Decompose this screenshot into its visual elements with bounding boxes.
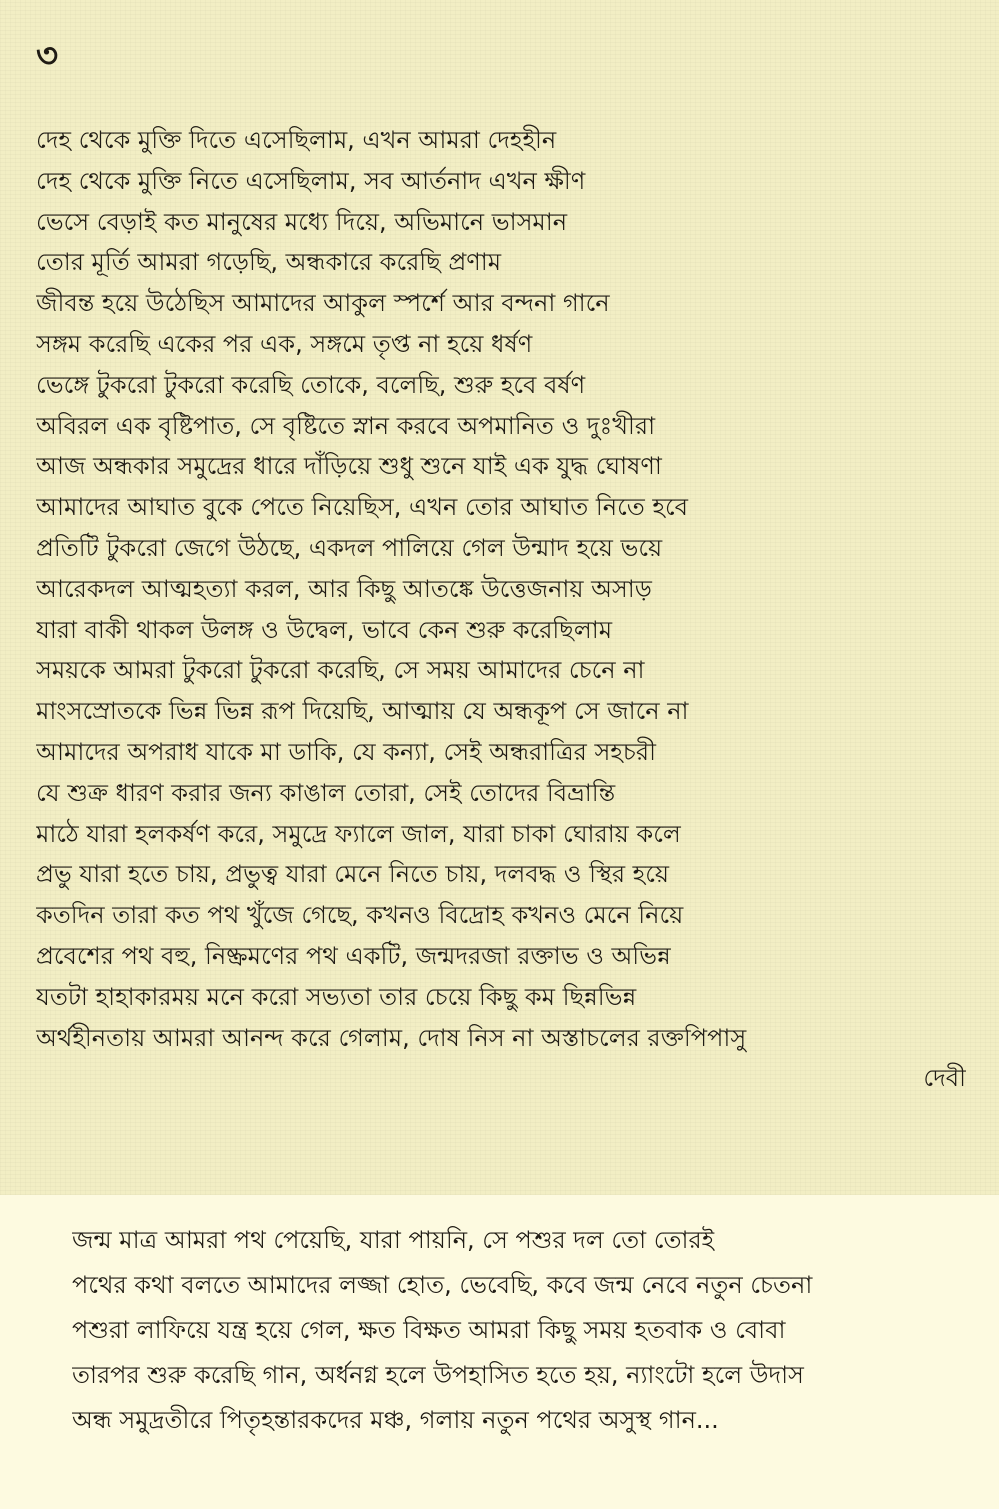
poem-line: প্রভু যারা হতে চায়, প্রভুত্ব যারা মেনে নিতে চায়, দলবদ্ধ ও স্থির হয়ে <box>36 860 670 889</box>
poem-line: আমাদের অপরাধ যাকে মা ডাকি, যে কন্যা, সেই অন্ধরাত্রির সহচরী <box>36 737 656 766</box>
poem-line: ভেঙ্গে টুকরো টুকরো করেছি তোকে, বলেছি, শুরু হবে বর্ষণ <box>36 370 586 399</box>
poem-line: আরেকদল আত্মহত্যা করল, আর কিছু আতঙ্কে উত্তেজনায় অসাড় <box>36 574 652 603</box>
poem-line: সঙ্গম করেছি একের পর এক, সঙ্গমে তৃপ্ত না হয়ে ধর্ষণ <box>36 329 533 358</box>
poem-line: কতদিন তারা কত পথ খুঁজে গেছে, কখনও বিদ্রোহ কখনও মেনে নিয়ে <box>36 901 684 930</box>
poem-line: জীবন্ত হয়ে উঠেছিস আমাদের আকুল স্পর্শে আর বন্দনা গানে <box>36 289 610 318</box>
poem-line-continuation: দেবী <box>923 1064 966 1093</box>
poem-stanza-lower <box>72 1218 972 1443</box>
poem-line: মাঠে যারা হলকর্ষণ করে, সমুদ্রে ফ্যালে জাল, যারা চাকা ঘোরায় কলে <box>36 819 681 848</box>
poem-line: তোর মূর্তি আমরা গড়েছি, অন্ধকারে করেছি প্রণাম <box>36 248 502 277</box>
poem-line: পশুরা লাফিয়ে যন্ত্র হয়ে গেল, ক্ষত বিক্ষত আমরা কিছু সময় হতবাক ও বোবা <box>72 1316 786 1344</box>
poem-line: সময়কে আমরা টুকরো টুকরো করেছি, সে সময় আমাদের চেনে না <box>36 656 645 685</box>
poem-line: যারা বাকী থাকল উলঙ্গ ও উদ্বেল, ভাবে কেন শুরু করেছিলাম <box>36 615 613 644</box>
poem-line: প্রবেশের পথ বহু, নিষ্ক্রমণের পথ একটি, জন্মদরজা রক্তাভ ও অভিন্ন <box>36 941 671 970</box>
poem-line: ভেসে বেড়াই কত মানুষের মধ্যে দিয়ে, অভিমানে ভাসমান <box>36 207 568 236</box>
poem-line: যে শুক্র ধারণ করার জন্য কাঙাল তোরা, সেই তোদের বিভ্রান্তি <box>36 778 616 807</box>
poem-line: জন্ম মাত্র আমরা পথ পেয়েছি, যারা পায়নি, সে পশুর দল তো তোরই <box>72 1226 715 1254</box>
poem-line: মাংসস্রোতকে ভিন্ন ভিন্ন রূপ দিয়েছি, আত্মায় যে অন্ধকূপ সে জানে না <box>36 697 689 726</box>
poem-line: আমাদের আঘাত বুকে পেতে নিয়েছিস, এখন তোর আঘাত নিতে হবে <box>36 493 689 522</box>
poem-line: অর্থহীনতায় আমরা আনন্দ করে গেলাম, দোষ নিস না অস্তাচলের রক্তপিপাসু <box>36 1023 747 1052</box>
poem-line: প্রতিটি টুকরো জেগে উঠছে, একদল পালিয়ে গেল উন্মাদ হয়ে ভয়ে <box>36 533 663 562</box>
poem-line: দেহ থেকে মুক্তি নিতে এসেছিলাম, সব আর্তনাদ এখন ক্ষীণ <box>36 166 586 195</box>
poem-line: যতটা হাহাকারময় মনে করো সভ্যতা তার চেয়ে কিছু কম ছিন্নভিন্ন <box>36 982 637 1011</box>
poem-line: দেহ থেকে মুক্তি দিতে এসেছিলাম, এখন আমরা দেহহীন <box>36 126 557 154</box>
poem-line: তারপর শুরু করেছি গান, অর্ধনগ্ন হলে উপহাসিত হতে হয়, ন্যাংটো হলে উদাস <box>72 1361 804 1389</box>
poem-line: আজ অন্ধকার সমুদ্রের ধারে দাঁড়িয়ে শুধু শুনে যাই এক যুদ্ধ ঘোষণা <box>36 452 662 481</box>
poem-stanza-upper <box>36 120 966 1099</box>
page-number: ৩ <box>36 36 59 76</box>
poem-line: পথের কথা বলতে আমাদের লজ্জা হোত, ভেবেছি, কবে জন্ম নেবে নতুন চেতনা <box>72 1271 813 1299</box>
poem-line: অন্ধ সমুদ্রতীরে পিতৃহন্তারকদের মঞ্চ, গলায় নতুন পথের অসুস্থ গান... <box>72 1406 719 1434</box>
poem-line: অবিরল এক বৃষ্টিপাত, সে বৃষ্টিতে স্নান করবে অপমানিত ও দুঃখীরা <box>36 411 656 440</box>
